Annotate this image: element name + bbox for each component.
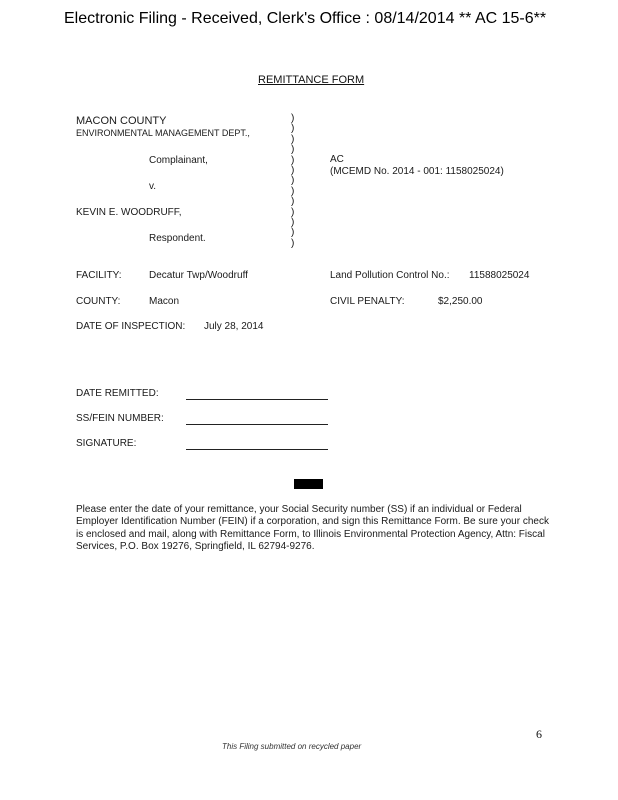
bracket-mark: ) — [291, 237, 295, 249]
bracket-mark: ) — [291, 164, 295, 176]
lpc-value: 11588025024 — [469, 270, 530, 281]
defendant-name: KEVIN E. WOODRUFF, — [76, 207, 182, 218]
penalty-label: CIVIL PENALTY: — [330, 296, 405, 307]
date-remitted-label: DATE REMITTED: — [76, 388, 159, 399]
filing-stamp: Electronic Filing - Received, Clerk's Office : 08/14/2014 ** AC 15-6** — [64, 10, 547, 27]
inspection-value: July 28, 2014 — [204, 321, 264, 332]
penalty-value: $2,250.00 — [438, 296, 483, 307]
bracket-mark: ) — [291, 227, 295, 239]
bracket-mark: ) — [291, 216, 295, 228]
inspection-label: DATE OF INSPECTION: — [76, 321, 186, 332]
bracket-mark: ) — [291, 133, 295, 145]
bracket-mark: ) — [291, 154, 295, 166]
bracket-mark: ) — [291, 185, 295, 197]
ssfein-label: SS/FEIN NUMBER: — [76, 413, 164, 424]
county-label: COUNTY: — [76, 296, 121, 307]
caption-bracket — [291, 114, 294, 249]
case-number: (MCEMD No. 2014 - 001: 1158025024) — [330, 166, 504, 177]
recycled-paper-note: This Filing submitted on recycled paper — [222, 742, 362, 751]
form-title: REMITTANCE FORM — [258, 74, 365, 86]
bracket-mark: ) — [291, 206, 295, 218]
plaintiff-name: MACON COUNTY — [76, 115, 167, 127]
defendant-role: Respondent. — [149, 233, 206, 244]
bracket-mark: ) — [291, 196, 295, 208]
bracket-mark: ) — [291, 113, 295, 124]
county-value: Macon — [149, 296, 180, 307]
date-remitted-line[interactable] — [186, 399, 328, 400]
plaintiff-department: ENVIRONMENTAL MANAGEMENT DEPT., — [76, 128, 250, 138]
ssfein-line[interactable] — [186, 424, 328, 425]
facility-value: Decatur Twp/Woodruff — [149, 270, 248, 281]
bracket-mark: ) — [291, 144, 295, 156]
bracket-mark: ) — [291, 123, 295, 135]
plaintiff-role: Complainant, — [149, 155, 208, 166]
redaction-block — [294, 479, 323, 489]
facility-label: FACILITY: — [76, 270, 122, 281]
instructions-paragraph: Please enter the date of your remittance, your Social Security number (SS) if an individual or Federal Employer Identification Number (FEIN) if a corporation, and sign this Remittance Form. Be sure your check is enclosed and mail, along with Remittance Form, to Illinois Environmental Protection Agency, Attn: Fiscal Services, P.O. Box 19276, Springfield, IL 62794-9276. — [76, 504, 549, 553]
bracket-mark: ) — [291, 175, 295, 187]
signature-label: SIGNATURE: — [76, 438, 137, 449]
signature-line[interactable] — [186, 449, 328, 450]
case-type: AC — [330, 154, 344, 165]
lpc-label: Land Pollution Control No.: — [330, 270, 450, 281]
page-number: 6 — [536, 727, 542, 741]
versus: v. — [149, 181, 157, 192]
